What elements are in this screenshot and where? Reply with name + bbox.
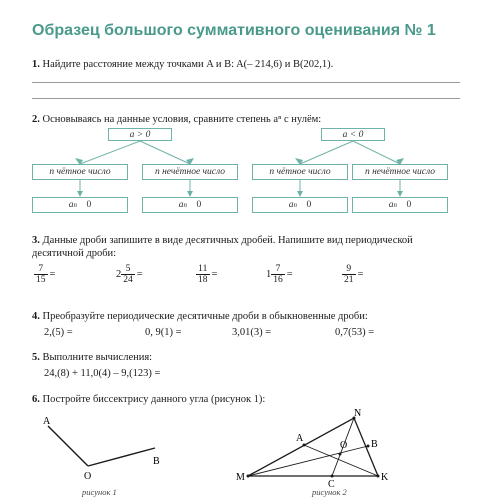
figure-1-caption: рисунок 1 (82, 487, 117, 497)
task4-number: 4. (32, 311, 40, 322)
periodic-item-4[interactable]: 0,7(53) = (335, 327, 375, 338)
task1-number: 1. (32, 59, 40, 70)
segment-mb (248, 446, 368, 476)
point-a-label: A (43, 416, 51, 427)
ray-ob (88, 448, 155, 466)
kind-odd-negative: n нечётное число (352, 164, 448, 180)
figure-2-caption: рисунок 2 (312, 487, 347, 497)
point-a2-label: A (296, 433, 304, 444)
fraction-5[interactable]: $\frac{9}{21}$ = (344, 264, 364, 285)
kind-odd-positive: n нечётное число (142, 164, 238, 180)
kind-even-positive: n чётное число (32, 164, 128, 180)
periodic-item-2[interactable]: 0, 9(1) = (145, 327, 182, 338)
task4-question (32, 310, 368, 323)
task2-question (32, 113, 321, 126)
condition-negative: a < 0 (321, 128, 385, 141)
point-n-label: N (354, 408, 362, 419)
task6-question (32, 393, 265, 406)
ray-oa (48, 426, 88, 466)
task4-text: Преобразуйте периодические десятичные дроби в обыкновенные дроби: (42, 311, 368, 322)
point-m-label: M (236, 472, 245, 483)
task6-text: Постройте биссектрису данного угла (рисунок 1): (42, 394, 266, 405)
fraction-3[interactable]: $\frac{11}{18}$ = (198, 264, 218, 285)
task1-question (32, 58, 333, 71)
answer-line-1[interactable] (32, 82, 460, 83)
task3-question (32, 234, 467, 260)
result-box-2[interactable]: a n 0 (142, 197, 238, 213)
result-box-4[interactable]: a n 0 (352, 197, 448, 213)
calc-expression[interactable]: 24,(8) + 11,0(4) – 9,(123) = (44, 368, 161, 379)
fraction-4[interactable]: 1 $\frac{7}{16}$ = (266, 264, 293, 285)
task3-number: 3. (32, 235, 40, 246)
point-k-label: K (381, 472, 389, 483)
point-b2-label: B (371, 439, 378, 450)
angle-figure-1[interactable] (40, 408, 190, 490)
point-o2-label: O (340, 440, 348, 451)
task2-text: Основываясь на данные условия, сравните степень aⁿ с нулём: (42, 114, 322, 125)
task5-number: 5. (32, 352, 40, 363)
fraction-2[interactable]: 2 $\frac{5}{24}$ = (116, 264, 143, 285)
answer-line-2[interactable] (32, 98, 460, 99)
task2-number: 2. (32, 114, 40, 125)
kind-even-negative: n чётное число (252, 164, 348, 180)
point-o-label: O (84, 471, 92, 482)
result-box-3[interactable]: a n 0 (252, 197, 348, 213)
periodic-item-3[interactable]: 3,01(3) = (232, 327, 272, 338)
triangle-figure-2 (236, 408, 406, 490)
fraction-1[interactable]: $\frac{7}{15}$ = (36, 264, 56, 285)
task5-question (32, 351, 152, 364)
condition-positive: a > 0 (108, 128, 172, 141)
task6-number: 6. (32, 394, 40, 405)
point-b-label: B (153, 456, 160, 467)
task1-text: Найдите расстояние между точками A и B: A(– 214,6) и B(202,1). (42, 59, 334, 70)
triangle-mnk (248, 418, 378, 476)
task5-text: Выполните вычисления: (42, 352, 153, 363)
periodic-item-1[interactable]: 2,(5) = (44, 327, 73, 338)
result-box-1[interactable]: a n 0 (32, 197, 128, 213)
task3-text: Данные дроби запишите в виде десятичных дробей. Напишите вид периодической десятичной дроби: (32, 235, 413, 259)
page-title: Образец большого суммативного оценивания № 1 (32, 22, 436, 39)
point-c-label: C (328, 479, 335, 490)
